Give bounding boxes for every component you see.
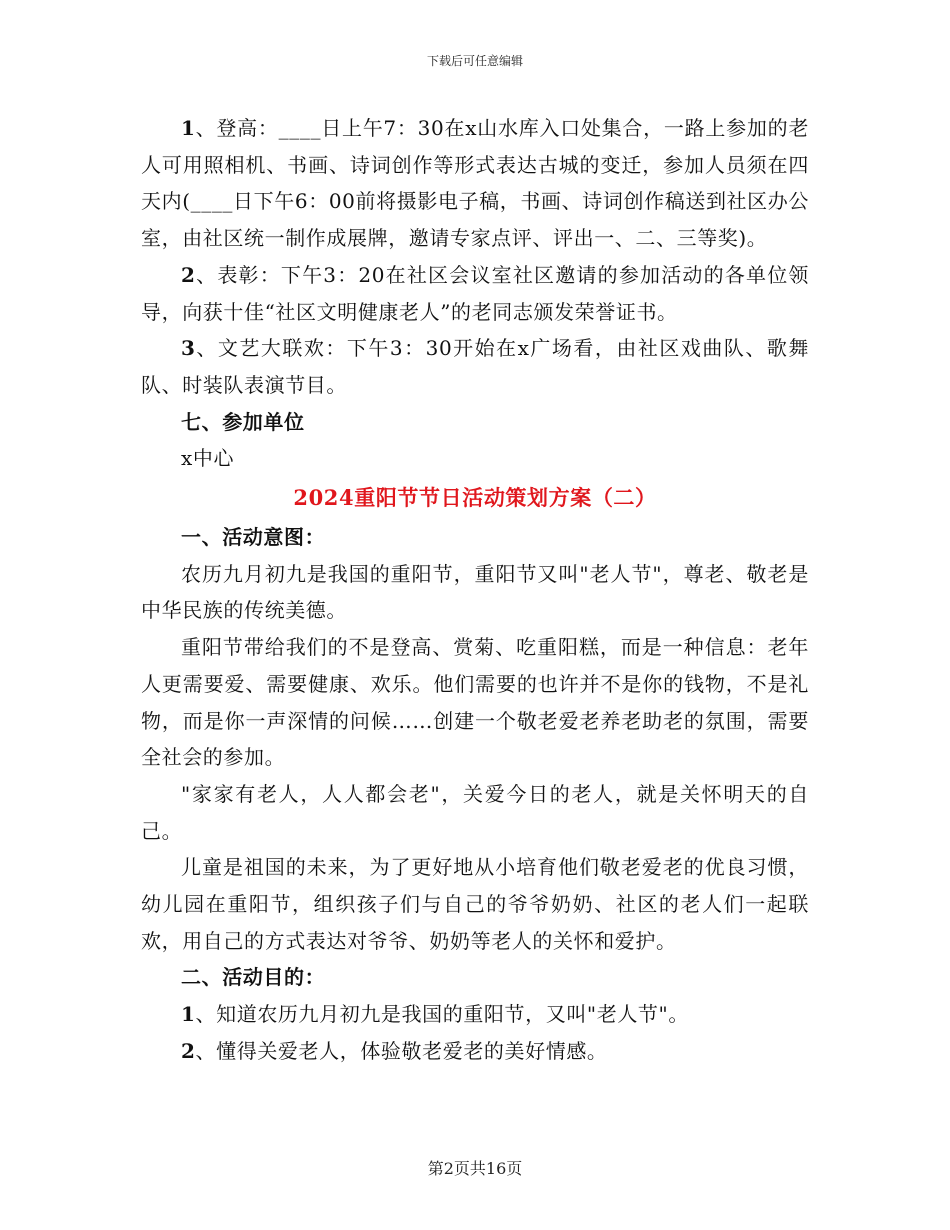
paragraph: 重阳节带给我们的不是登高、赏菊、吃重阳糕，而是一种信息：老年人更需要爱、需要健康、欢乐。他们需要的也许并不是你的钱物，不是礼物，而是你一声深情的问候……创建一个敬老爱老养老助老的氛围，需要全社会的参加。: [141, 635, 809, 770]
section-heading-intent: 一、活动意图：: [181, 525, 326, 550]
paragraph: 儿童是祖国的未来，为了更好地从小培育他们敬老爱老的优良习惯，幼儿园在重阳节，组织孩子们与自己的爷爷奶奶、社区的老人们一起联欢，用自己的方式表达对爷爷、奶奶等老人的关怀和爱护。: [141, 855, 809, 953]
paragraph: 农历九月初九是我国的重阳节，重阳节又叫"老人节"，尊老、敬老是中华民族的传统美德。: [141, 561, 809, 623]
item-number: 1: [181, 116, 196, 140]
item-text: 、表彰：下午3：20在社区会议室社区邀请的参加活动的各单位领导，向获十佳“社区文明健康老人”的老同志颁发荣誉证书。: [141, 262, 809, 324]
item-number: 1: [181, 1002, 196, 1027]
item-text: 、懂得关爱老人，体验敬老爱老的美好情感。: [195, 1038, 608, 1063]
item-number: 2: [181, 1038, 196, 1063]
page-footer: 第2页共16页: [427, 1159, 523, 1178]
item-text: 、登高：____日上午7：30在x山水库入口处集合，一路上参加的老人可用照相机、书画、诗词创作等形式表达古城的变迁，参加人员须在四天内(____日下午6：00前将摄影电子稿，书画、诗词创作稿送到社区办公室，由社区统一制作成展牌，邀请专家点评、评出一、二、三等奖)。: [141, 116, 809, 251]
item-text: 、知道农历九月初九是我国的重阳节，又叫"老人节"。: [195, 1002, 689, 1027]
activity-item-award: [141, 257, 809, 330]
document-body: [141, 110, 809, 1070]
section-heading-participants: 七、参加单位: [181, 409, 305, 434]
page-header: 下载后可任意编辑: [426, 54, 523, 68]
participant-unit: x中心: [181, 446, 235, 471]
goal-item: [141, 1033, 809, 1070]
section-heading-goals: 二、活动目的：: [181, 965, 326, 990]
paragraph: "家家有老人，人人都会老"，关爱今日的老人，就是关怀明天的自己。: [141, 781, 809, 843]
activity-item-gala: [141, 330, 809, 403]
goal-item: [141, 996, 809, 1033]
item-text: 、文艺大联欢：下午3：30开始在x广场看，由社区戏曲队、歌舞队、时装队表演节目。: [141, 336, 809, 397]
activity-item-climbing: [141, 110, 809, 257]
item-number: 2: [181, 262, 196, 287]
item-number: 3: [181, 336, 196, 361]
plan-title: 2024重阳节节日活动策划方案（二）: [293, 485, 657, 511]
